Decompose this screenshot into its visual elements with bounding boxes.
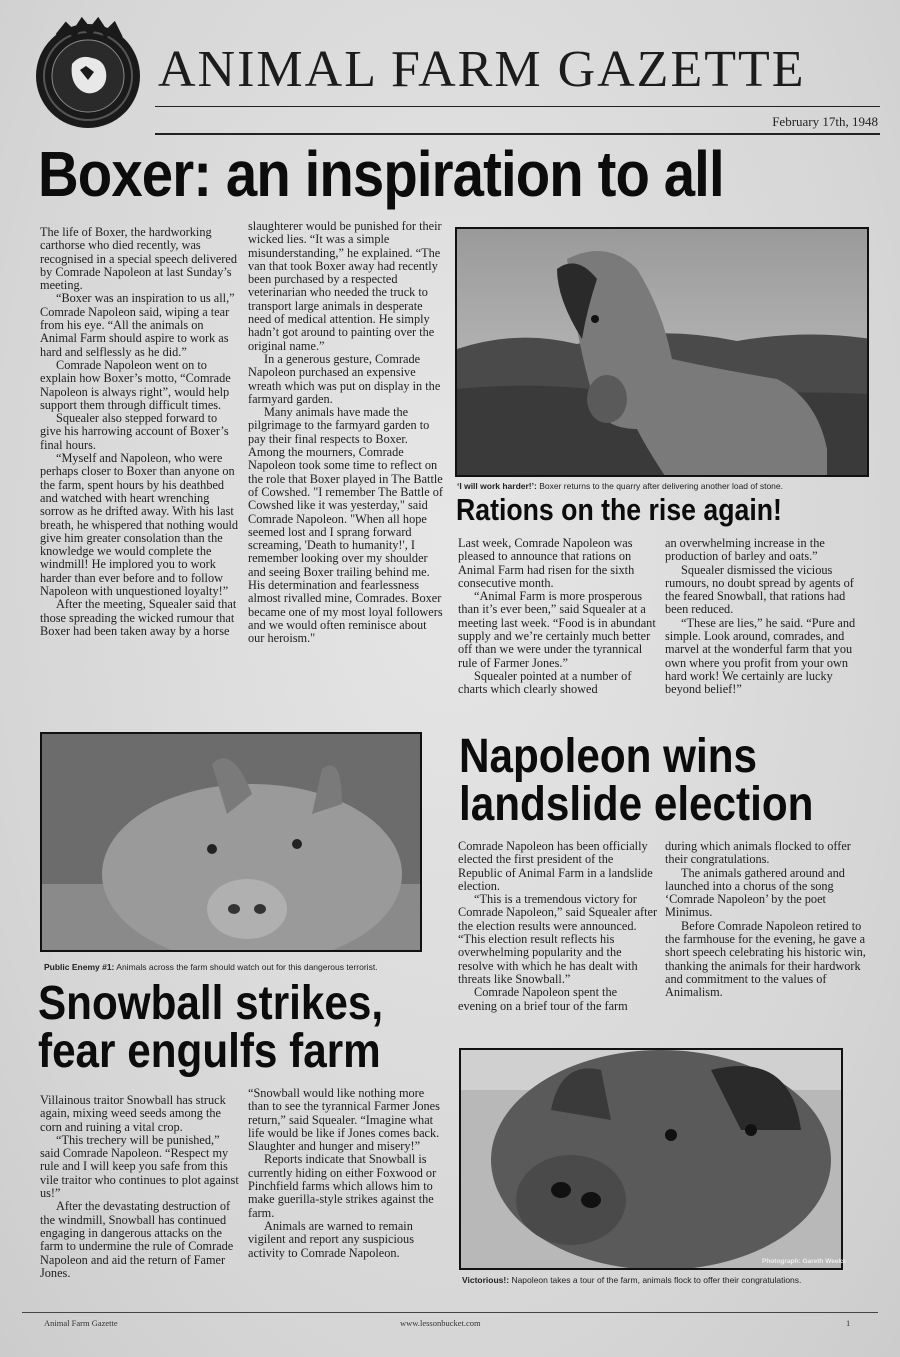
photo-credit: Photograph: Gareth Weeks	[762, 1258, 846, 1265]
election-column-1	[458, 840, 658, 1013]
masthead-rule	[155, 106, 880, 107]
gazette-seal-logo	[28, 14, 148, 134]
snowball-column-1	[40, 1094, 242, 1280]
caption-label: Victorious!:	[462, 1275, 510, 1285]
paragraph: “This trechery will be punished,” said Comrade Napoleon. “Respect my rule and I will keep you safe from this vile traitor who continues to plot against us!”	[40, 1132, 239, 1201]
paragraph: After the devastating destruction of the windmill, Snowball has continued engaging in dangerous attacks on the farm to undermine the rule of Comrade Napoleon and aid the return of Famer Jones.	[40, 1199, 234, 1280]
paragraph: an overwhelming increase in the production of barley and oats.”	[665, 536, 825, 564]
masthead-rule-bottom	[155, 133, 880, 135]
paragraph: “This is a tremendous victory for Comrade Napoleon,” said Squealer after the election results were announced. “This election result reflects his overwhelming popularity and the resolve with which he has dealt with threats like Snowball.”	[458, 892, 658, 986]
paragraph: In a generous gesture, Comrade Napoleon purchased an expensive wreath which was put on display in the farmyard garden.	[248, 351, 441, 406]
masthead-title: ANIMAL FARM GAZETTE	[158, 41, 806, 98]
paragraph: Last week, Comrade Napoleon was pleased to announce that rations on Animal Farm had risen for the sixth consecutive month.	[458, 536, 635, 590]
paragraph: “These are lies,” he said. “Pure and simple. Look around, comrades, and marvel at the wonderful farm that you own where you profit from your own hard work! We certainly are lucky beyond belief!”	[665, 615, 856, 697]
paragraph: “Animal Farm is more prosperous than it’s ever been,” said Squealer at a meeting last week. “Food is in abundant supply and we’re certainly much better off than we were under the tyrannical rule of Farmer Jones.”	[458, 589, 656, 670]
paragraph: “Boxer was an inspiration to us all,” Comrade Napoleon said, wiping a tear from his eye. “All the animals on Animal Farm should aspire to work as hard and selflessly as he did.”	[40, 291, 235, 359]
snowball-photo-caption	[44, 962, 378, 972]
rations-column-1	[458, 537, 658, 697]
footer-publication: Animal Farm Gazette	[44, 1318, 118, 1328]
snowball-column-2	[248, 1087, 446, 1260]
paragraph: Reports indicate that Snowball is currently hiding on either Foxwood or Pinchfield farms which allows him to make guerilla-style strikes against the farm.	[248, 1152, 437, 1220]
boxer-horse-photo	[455, 227, 869, 477]
caption-text: Boxer returns to the quarry after delivering another load of stone.	[536, 481, 783, 491]
boxer-column-1	[40, 226, 240, 638]
paragraph: Animals are warned to remain vigilent and report any suspicious activity to Comrade Napoleon.	[248, 1218, 414, 1260]
paragraph: The animals gathered around and launched into a chorus of the song ‘Comrade Napoleon’ by the poet Minimus.	[665, 865, 845, 920]
page-number: 1	[846, 1318, 851, 1328]
paragraph: Comrade Napoleon spent the evening on a brief tour of the farm	[458, 985, 628, 1013]
paragraph: Squealer also stepped forward to give his harrowing account of Boxer’s final hours.	[40, 411, 229, 452]
caption-label: Public Enemy #1:	[44, 962, 115, 972]
snowball-pig-photo	[40, 732, 422, 952]
issue-date: February 17th, 1948	[772, 114, 878, 129]
paragraph: Comrade Napoleon has been officially elected the first president of the Republic of Animal Farm in a landslide election.	[458, 839, 653, 893]
paragraph: Villainous traitor Snowball has struck again, mixing weed seeds among the corn and ruining a vital crop.	[40, 1093, 226, 1134]
napoleon-pig-photo	[459, 1048, 843, 1270]
napoleon-photo-caption	[462, 1275, 801, 1285]
rations-headline: Rations on the rise again!	[456, 492, 782, 527]
boxer-column-2	[248, 220, 446, 646]
caption-label: ‘I will work harder!’:	[457, 481, 537, 491]
paragraph: Many animals have made the pilgrimage to the farmyard garden to pay their final respects to Boxer. Among the mourners, Comrade Napoleon took some time to reflect on the role that Boxer played in The Battle of Cowshed. "I remember The Battle of Cowshed like it was yesterday," said Comrade Napoleon. "When all hope seemed lost and I sprang forward screaming, 'Death to humanity!', I remember looking over my shoulder and seeing Boxer trailing behind me. His determination and fearlessness almost rivalled mine, Comrades. Boxer became one of my most loyal followers and we would often reminisce about our heroism."	[248, 405, 443, 646]
paragraph: Comrade Napoleon went on to explain how Boxer’s motto, “Comrade Napoleon is always right”, would help support them through difficult times.	[40, 357, 231, 412]
election-column-2	[665, 840, 870, 1000]
snowball-headline: Snowball strikes, fear engulfs farm	[38, 977, 384, 1078]
paragraph: during which animals flocked to offer their congratulations.	[665, 839, 851, 867]
boxer-photo-caption	[457, 481, 783, 491]
paragraph: Squealer pointed at a number of charts which clearly showed	[458, 668, 632, 697]
paragraph: The life of Boxer, the hardworking carthorse who died recently, was recognised in a special speech delivered by Comrade Napoleon at last Sunday’s meeting.	[40, 225, 238, 293]
footer-url[interactable]: www.lessonbucket.com	[400, 1318, 481, 1328]
paragraph: After the meeting, Squealer said that those spreading the wicked rumour that Boxer had been taken away by a horse	[40, 597, 237, 638]
paragraph: “Snowball would like nothing more than to see the tyrannical Farmer Jones return,” said Squealer. “Imagine what life would be like if Jones comes back. Slaughter and hunger and misery!”	[248, 1086, 440, 1154]
caption-text: Animals across the farm should watch out for this dangerous terrorist.	[114, 962, 378, 972]
paragraph: slaughterer would be punished for their wicked lies. “It was a simple misunderstanding,” he explained. “The van that took Boxer away had recently been purchased by a respected veterinarian who needed the truck to transport large animals in desperate need of medical attention. He simply hadn’t got around to painting over the original name.”	[248, 219, 442, 353]
paragraph: “Myself and Napoleon, who were perhaps closer to Boxer than anyone on the farm, spent hours by his deathbed and watched with heart wrenching sorrow as he drifted away. With his last breath, he whispered that nothing would give him greater consolation than the knowledge we would complete the windmill! He implored you to work harder than ever before and to follow Napoleon with unquestioned loyalty!”	[40, 451, 239, 599]
rations-column-2	[665, 537, 870, 697]
election-headline: Napoleon wins landslide election	[459, 730, 814, 831]
paragraph: Before Comrade Napoleon retired to the farmhouse for the evening, he gave a short speech celebrating his historic win, thanking the animals for their hardwork and commitment to the values of Animalism.	[665, 918, 866, 1000]
caption-text: Napoleon takes a tour of the farm, animals flock to offer their congratulations.	[509, 1275, 802, 1285]
footer-rule	[22, 1312, 878, 1313]
boxer-headline: Boxer: an inspiration to all	[38, 138, 724, 210]
paragraph: Squealer dismissed the vicious rumours, no doubt spread by agents of the feared Snowball, that rations had been reduced.	[665, 562, 854, 617]
